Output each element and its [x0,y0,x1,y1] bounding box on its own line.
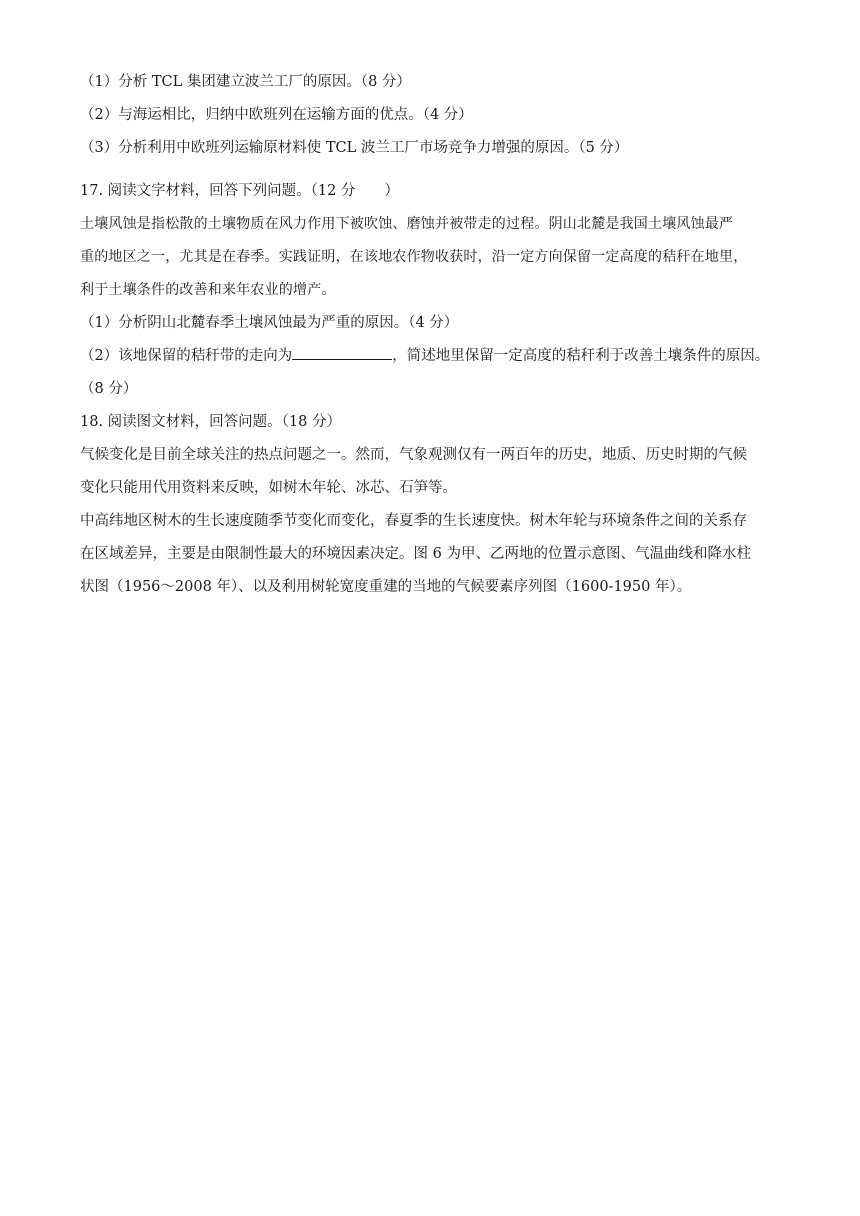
q18-para2-line-3: 状图（1956～2008 年）、以及利用树轮宽度重建的当地的气候要素序列图（1600-1950 年）。 [80,579,692,595]
q17-title: 17. 阅读文字材料，回答下列问题。（12 分 ） [80,183,399,199]
answer-blank[interactable] [292,345,392,360]
q16-item-2: （2）与海运相比，归纳中欧班列在运输方面的优点。（4 分） [80,107,473,123]
q17-material-line-2: 重的地区之一，尤其是在春季。实践证明，在该地农作物收获时，沿一定方向保留一定高度的秸秆在地里， [80,249,748,265]
q18-para2-line-2: 在区域差异，主要是由限制性最大的环境因素决定。图 6 为甲、乙两地的位置示意图、气温曲线和降水柱 [80,546,751,562]
q16-item-1: （1）分析 TCL 集团建立波兰工厂的原因。（8 分） [80,74,411,90]
q17-item-2 [80,340,788,373]
document-page [80,66,788,604]
q17-material-line-1: 土壤风蚀是指松散的土壤物质在风力作用下被吹蚀、磨蚀并被带走的过程。阴山北麓是我国土壤风蚀最严 [80,216,734,232]
q17-item-2-suffix: ，简述地里保留一定高度的秸秆利于改善土壤条件的原因。 [392,348,770,364]
q18-para1-line-1: 气候变化是目前全球关注的热点问题之一。然而，气象观测仅有一两百年的历史，地质、历史时期的气候 [80,447,747,463]
q18-title: 18. 阅读图文材料，回答问题。（18 分） [80,414,341,430]
q17-material-line-3: 利于土壤条件的改善和来年农业的增产。 [80,282,336,298]
q17-item-2-prefix: （2）该地保留的秸秆带的走向为 [80,348,293,364]
q17-item-1: （1）分析阴山北麓春季土壤风蚀最为严重的原因。（4 分） [80,315,459,331]
q16-item-3: （3）分析利用中欧班列运输原材料使 TCL 波兰工厂市场竞争力增强的原因。（5 分） [80,140,629,156]
q18-para2-line-1: 中高纬地区树木的生长速度随季节变化而变化，春夏季的生长速度快。树木年轮与环境条件之间的关系存 [80,513,747,529]
q17-item-2-score: （8 分） [80,381,138,397]
q18-para1-line-2: 变化只能用代用资料来反映，如树木年轮、冰芯、石笋等。 [80,480,457,496]
